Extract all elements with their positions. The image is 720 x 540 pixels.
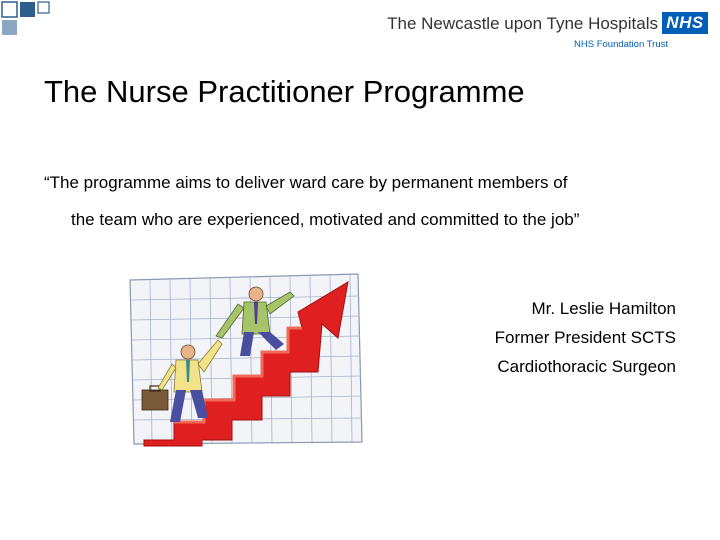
attribution-title: Cardiothoracic Surgeon: [497, 357, 676, 376]
quote-line-2: the team who are experienced, motivated and committed to the job”: [71, 210, 580, 229]
corner-decoration: [0, 0, 70, 40]
attribution-name: Mr. Leslie Hamilton: [531, 299, 676, 318]
attribution-role: Former President SCTS: [494, 328, 676, 347]
quote-line-1: “The programme aims to deliver ward care by permanent members of: [44, 173, 568, 192]
nhs-logo-icon: NHS: [662, 12, 708, 34]
trust-subtitle: NHS Foundation Trust: [574, 39, 668, 50]
quote-attribution: [495, 294, 676, 381]
trust-name: The Newcastle upon Tyne Hospitals: [387, 14, 658, 33]
climbing-arrow-clipart-icon: [126, 272, 366, 448]
slide-title: The Nurse Practitioner Programme: [44, 74, 525, 109]
